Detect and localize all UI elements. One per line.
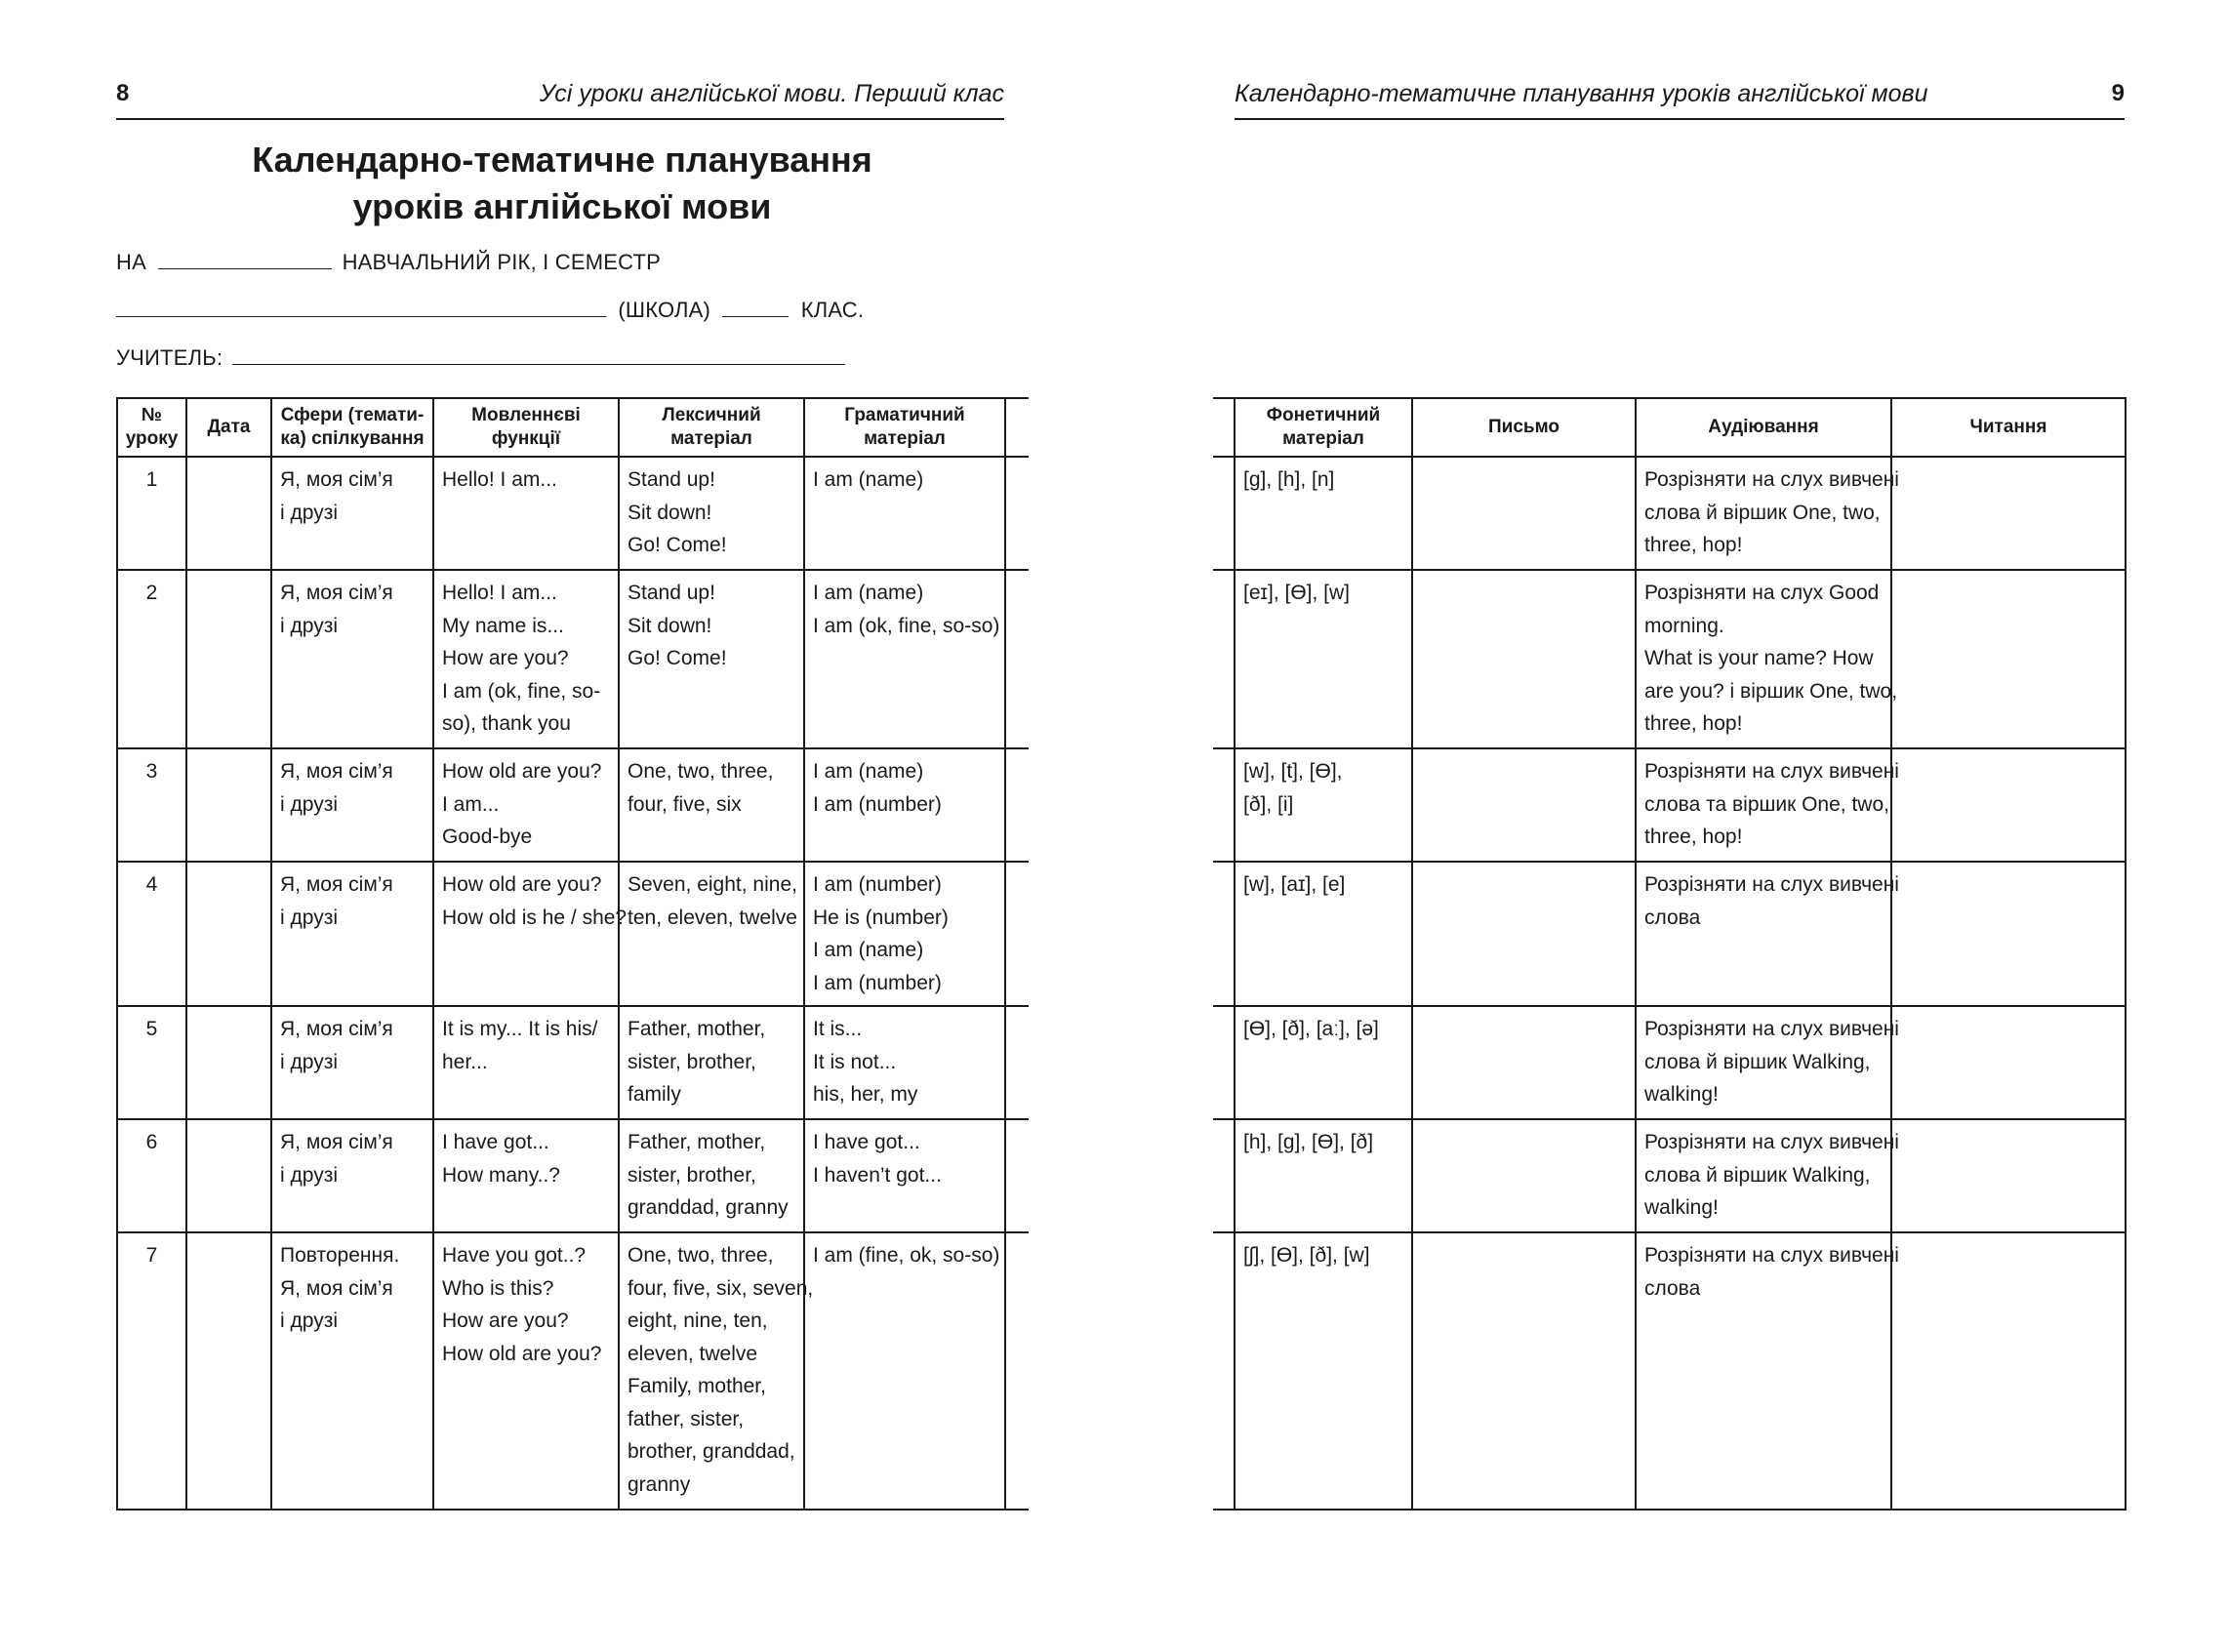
table-row [117, 748, 1029, 862]
listening-cell-line: слова [1644, 1276, 1701, 1300]
class-blank[interactable] [722, 297, 789, 317]
lexical-cell-line: Father, mother, [628, 1131, 766, 1153]
title-line-2: уроків англійської мови [352, 186, 772, 226]
speech-functions-cell [433, 1006, 619, 1119]
table-row [1213, 457, 2126, 570]
date-cell[interactable] [186, 748, 271, 862]
form-teacher-label: УЧИТЕЛЬ: [116, 345, 223, 370]
speech-functions-cell-line: Who is this? [442, 1276, 554, 1300]
lesson-number-cell: 6 [117, 1119, 186, 1232]
form-school-line [116, 297, 864, 323]
phonetic-cell-line: [w], [aɪ], [e] [1243, 873, 1346, 896]
writing-cell[interactable] [1412, 457, 1636, 570]
grammar-cell-line: I am (name) [813, 760, 924, 783]
continued-cell [1005, 1006, 1029, 1119]
phonetic-cell-line: [w], [t], [Ɵ], [1243, 760, 1343, 783]
table-row [117, 457, 1029, 570]
lexical-cell-line: sister, brother, [628, 1050, 756, 1073]
writing-cell[interactable] [1412, 1232, 1636, 1510]
lexical-cell-line: One, two, three, [628, 1244, 774, 1267]
lexical-cell-line: eight, nine, ten, [628, 1310, 768, 1332]
lexical-cell-line: Seven, eight, nine, [628, 873, 797, 896]
table-row [117, 1006, 1029, 1119]
col-header-grammar: Граматичний матеріал [804, 398, 1005, 457]
listening-cell-line: слова й віршик Walking, [1644, 1163, 1871, 1187]
phonetic-cell [1235, 570, 1412, 748]
lexical-cell-line: Stand up! [628, 582, 715, 604]
lexical-cell-line: Family, mother, [628, 1375, 766, 1397]
table-row [1213, 570, 2126, 748]
lexical-cell-line: Sit down! [628, 501, 712, 524]
speech-functions-cell-line: How old is he / she? [442, 906, 628, 929]
form-year-line [116, 249, 661, 275]
speech-functions-cell-line: so), thank you [442, 712, 571, 735]
reading-cell[interactable] [1891, 748, 2126, 862]
grammar-cell-line: It is... [813, 1018, 863, 1040]
lesson-number-cell: 4 [117, 862, 186, 1006]
listening-cell-line: are you? і віршик One, two, [1644, 679, 1898, 703]
grammar-cell [804, 1119, 1005, 1232]
table-row [1213, 1006, 2126, 1119]
continued-cell [1213, 1006, 1235, 1119]
lexical-cell-line: ten, eleven, twelve [628, 906, 797, 929]
lexical-cell-line: One, two, three, [628, 760, 774, 783]
grammar-cell-line: I haven’t got... [813, 1163, 942, 1187]
phonetic-cell-line: [h], [g], [Ɵ], [ð] [1243, 1131, 1374, 1153]
lexical-cell-line: Stand up! [628, 468, 715, 491]
phonetic-cell [1235, 748, 1412, 862]
sphere-cell [271, 1006, 433, 1119]
phonetic-cell-line: [eɪ], [Ɵ], [w] [1243, 582, 1350, 604]
listening-cell-line: Розрізняти на слух вивчені [1644, 1244, 1899, 1267]
lexical-cell-line: sister, brother, [628, 1163, 756, 1187]
grammar-cell [804, 1232, 1005, 1510]
speech-functions-cell-line: Hello! I am... [442, 582, 557, 604]
listening-cell [1636, 1119, 1899, 1232]
sphere-cell-line: Я, моя сім’я [280, 1018, 393, 1040]
listening-cell [1636, 570, 1898, 748]
col-header-phonetic: Фонетичний матеріал [1235, 398, 1412, 457]
col-header-writing: Письмо [1412, 398, 1636, 457]
col-header-date: Дата [186, 398, 271, 457]
sphere-cell-line: Я, моя сім’я [280, 760, 393, 783]
speech-functions-cell [433, 1119, 619, 1232]
date-cell[interactable] [186, 1006, 271, 1119]
col-header-lexical: Лексичний матеріал [619, 398, 804, 457]
listening-cell-line: Розрізняти на слух вивчені [1644, 1018, 1899, 1040]
sphere-cell-line: Я, моя сім’я [280, 1276, 393, 1300]
lesson-plan-table-right [1213, 397, 2127, 1511]
grammar-cell-line: I am (ok, fine, so-so) [813, 614, 1000, 637]
phonetic-cell-line: [ʃ], [Ɵ], [ð], [w] [1243, 1244, 1370, 1267]
listening-cell-line: What is your name? How [1644, 647, 1874, 669]
col-header-continued [1005, 398, 1029, 457]
listening-cell [1636, 1006, 1899, 1119]
continued-cell [1005, 862, 1029, 1006]
reading-cell[interactable] [1891, 1232, 2126, 1510]
phonetic-cell [1235, 1006, 1412, 1119]
col-header-continued [1213, 398, 1235, 457]
form-teacher-line [116, 344, 845, 371]
sphere-cell [271, 1119, 433, 1232]
grammar-cell-line: I am (number) [813, 971, 942, 994]
lesson-number-cell: 3 [117, 748, 186, 862]
page-title [116, 137, 1008, 230]
col-header-lesson-number: № уроку [117, 398, 186, 457]
phonetic-cell [1235, 862, 1412, 1006]
listening-cell-line: three, hop! [1644, 826, 1743, 848]
form-year-prefix: НА [116, 250, 146, 274]
listening-cell-line: Розрізняти на слух вивчені [1644, 1131, 1899, 1153]
speech-functions-cell-line: Good-bye [442, 826, 533, 848]
lexical-cell-line: granddad, granny [628, 1196, 789, 1219]
listening-cell-line: Розрізняти на слух вивчені [1644, 468, 1899, 491]
speech-functions-cell-line: How many..? [442, 1163, 560, 1187]
phonetic-cell-line: [g], [h], [n] [1243, 468, 1335, 491]
speech-functions-cell-line: Have you got..? [442, 1244, 587, 1267]
speech-functions-cell-line: How are you? [442, 1310, 569, 1332]
listening-cell-line: слова [1644, 906, 1701, 929]
sphere-cell-line: Я, моя сім’я [280, 582, 393, 604]
reading-cell[interactable] [1891, 457, 2126, 570]
phonetic-cell [1235, 1119, 1412, 1232]
listening-cell-line: three, hop! [1644, 712, 1743, 735]
speech-functions-cell-line: How old are you? [442, 873, 602, 896]
speech-functions-cell-line: How old are you? [442, 1342, 602, 1365]
listening-cell [1636, 862, 1899, 1006]
reading-cell[interactable] [1891, 1006, 2126, 1119]
listening-cell-line: слова й віршик Walking, [1644, 1050, 1871, 1073]
sphere-cell-line: і друзі [280, 792, 338, 816]
listening-cell-line: слова й віршик One, two, [1644, 501, 1881, 524]
lexical-cell-line: Father, mother, [628, 1018, 766, 1040]
listening-cell-line: walking! [1644, 1083, 1719, 1106]
date-cell[interactable] [186, 1232, 271, 1510]
speech-functions-cell-line: It is my... It is his/ [442, 1018, 598, 1040]
speech-functions-cell [433, 862, 628, 1006]
form-school-label: (ШКОЛА) [618, 298, 711, 322]
col-header-speech-functions: Мовленнєві функції [433, 398, 619, 457]
col-header-reading: Читання [1891, 398, 2126, 457]
lesson-number-cell: 1 [117, 457, 186, 570]
date-cell[interactable] [186, 457, 271, 570]
grammar-cell-line: I am (number) [813, 873, 942, 896]
table-row [117, 862, 1029, 1006]
teacher-blank[interactable] [232, 344, 845, 365]
date-cell[interactable] [186, 570, 271, 748]
writing-cell[interactable] [1412, 748, 1636, 862]
header-rule [116, 118, 1004, 120]
continued-cell [1005, 457, 1029, 570]
listening-cell [1636, 457, 1899, 570]
table-row [117, 1232, 1029, 1510]
speech-functions-cell-line: How old are you? [442, 760, 602, 783]
sphere-cell-line: і друзі [280, 1163, 338, 1187]
continued-cell [1005, 570, 1029, 748]
title-line-1: Календарно-тематичне планування [252, 140, 872, 180]
speech-functions-cell-line: I am (ok, fine, so- [442, 679, 601, 703]
table-header-row [1213, 398, 2126, 457]
speech-functions-cell [433, 1232, 619, 1510]
lesson-number-cell: 2 [117, 570, 186, 748]
continued-cell [1213, 862, 1235, 1006]
phonetic-cell-line: [ð], [i] [1243, 792, 1294, 816]
table-row [1213, 1232, 2126, 1510]
lexical-cell [619, 862, 804, 1006]
continued-cell [1213, 457, 1235, 570]
grammar-cell-line: He is (number) [813, 906, 949, 929]
running-title: Усі уроки англійської мови. Перший клас [539, 80, 1004, 107]
continued-cell [1213, 1232, 1235, 1510]
continued-cell [1005, 1119, 1029, 1232]
lexical-cell-line: Go! Come! [628, 647, 727, 669]
table-row [1213, 748, 2126, 862]
lexical-cell-line: brother, granddad, [628, 1440, 795, 1463]
lexical-cell-line: granny [628, 1472, 691, 1496]
speech-functions-cell [433, 748, 619, 862]
continued-cell [1213, 570, 1235, 748]
grammar-cell-line: It is not... [813, 1050, 897, 1073]
lesson-number-cell: 5 [117, 1006, 186, 1119]
phonetic-cell [1235, 1232, 1412, 1510]
listening-cell-line: слова та віршик One, two, [1644, 792, 1889, 816]
lesson-number-cell: 7 [117, 1232, 186, 1510]
form-year-suffix: НАВЧАЛЬНИЙ РІК, І СЕМЕСТР [342, 250, 662, 274]
speech-functions-cell [433, 570, 619, 748]
speech-functions-cell-line: I am... [442, 792, 500, 816]
lexical-cell [619, 457, 804, 570]
lexical-cell-line: four, five, six [628, 792, 742, 816]
sphere-cell [271, 457, 433, 570]
writing-cell[interactable] [1412, 1119, 1636, 1232]
lexical-cell [619, 1232, 814, 1510]
lexical-cell [619, 748, 804, 862]
speech-functions-cell-line: My name is... [442, 614, 564, 637]
sphere-cell [271, 862, 433, 1006]
table-row [117, 570, 1029, 748]
listening-cell-line: Розрізняти на слух вивчені [1644, 760, 1899, 783]
speech-functions-cell-line: her... [442, 1050, 488, 1073]
table-row [117, 1119, 1029, 1232]
year-blank[interactable] [158, 249, 332, 269]
sphere-cell-line: і друзі [280, 501, 338, 524]
lexical-cell-line: Go! Come! [628, 534, 727, 556]
lexical-cell [619, 1006, 804, 1119]
table-row [1213, 862, 2126, 1006]
writing-cell[interactable] [1412, 862, 1636, 1006]
speech-functions-cell-line: How are you? [442, 647, 569, 669]
grammar-cell-line: I am (number) [813, 792, 942, 816]
sphere-cell-line: Я, моя сім’я [280, 873, 393, 896]
sphere-cell-line: Повторення. [280, 1244, 400, 1267]
speech-functions-cell [433, 457, 619, 570]
sphere-cell-line: Я, моя сім’я [280, 1131, 393, 1153]
running-title: Календарно-тематичне планування уроків англійської мови [1235, 80, 1928, 107]
grammar-cell-line: I am (name) [813, 468, 924, 491]
col-header-sphere: Сфери (темати- ка) спілкування [271, 398, 433, 457]
sphere-cell-line: і друзі [280, 614, 338, 637]
phonetic-cell [1235, 457, 1412, 570]
continued-cell [1005, 748, 1029, 862]
listening-cell [1636, 1232, 1899, 1510]
sphere-cell [271, 570, 433, 748]
lexical-cell-line: four, five, six, seven, [628, 1276, 814, 1300]
sphere-cell-line: і друзі [280, 1310, 338, 1332]
lexical-cell-line: family [628, 1083, 681, 1106]
continued-cell [1213, 748, 1235, 862]
lexical-cell-line: Sit down! [628, 614, 712, 637]
grammar-cell-line: I am (name) [813, 939, 924, 961]
form-class-label: КЛАС. [800, 298, 865, 322]
lexical-cell-line: eleven, twelve [628, 1342, 758, 1365]
page-number: 8 [116, 80, 130, 106]
reading-cell[interactable] [1891, 1119, 2126, 1232]
page-number: 9 [2111, 80, 2125, 106]
listening-cell-line: Розрізняти на слух Good [1644, 582, 1880, 604]
listening-cell-line: Розрізняти на слух вивчені [1644, 873, 1899, 896]
grammar-cell-line: I have got... [813, 1131, 920, 1153]
reading-cell[interactable] [1891, 862, 2126, 1006]
grammar-cell [804, 570, 1005, 748]
grammar-cell-line: his, her, my [813, 1083, 918, 1106]
continued-cell [1005, 1232, 1029, 1510]
sphere-cell-line: і друзі [280, 1050, 338, 1073]
date-cell[interactable] [186, 1119, 271, 1232]
listening-cell-line: morning. [1644, 614, 1724, 637]
speech-functions-cell-line: I have got... [442, 1131, 549, 1153]
grammar-cell [804, 862, 1005, 1006]
table-row [1213, 1119, 2126, 1232]
sphere-cell [271, 748, 433, 862]
right-page [1114, 0, 2228, 1652]
school-blank[interactable] [116, 297, 606, 317]
sphere-cell [271, 1232, 433, 1510]
grammar-cell [804, 1006, 1005, 1119]
phonetic-cell-line: [Ɵ], [ð], [aː], [ə] [1243, 1018, 1379, 1040]
lexical-cell-line: father, sister, [628, 1407, 745, 1430]
lesson-plan-table-left [116, 397, 1029, 1511]
sphere-cell-line: і друзі [280, 906, 338, 929]
header-rule [1235, 118, 2125, 120]
continued-cell [1213, 1119, 1235, 1232]
grammar-cell [804, 457, 1005, 570]
grammar-cell [804, 748, 1005, 862]
listening-cell-line: three, hop! [1644, 534, 1743, 556]
sphere-cell-line: Я, моя сім’я [280, 468, 393, 491]
reading-cell[interactable] [1891, 570, 2126, 748]
listening-cell [1636, 748, 1899, 862]
table-header-row [117, 398, 1029, 457]
date-cell[interactable] [186, 862, 271, 1006]
col-header-listening: Аудіювання [1636, 398, 1891, 457]
writing-cell[interactable] [1412, 570, 1636, 748]
lexical-cell [619, 1119, 804, 1232]
speech-functions-cell-line: Hello! I am... [442, 468, 557, 491]
lexical-cell [619, 570, 804, 748]
grammar-cell-line: I am (fine, ok, so-so) [813, 1244, 1000, 1267]
grammar-cell-line: I am (name) [813, 582, 924, 604]
listening-cell-line: walking! [1644, 1196, 1719, 1219]
writing-cell[interactable] [1412, 1006, 1636, 1119]
